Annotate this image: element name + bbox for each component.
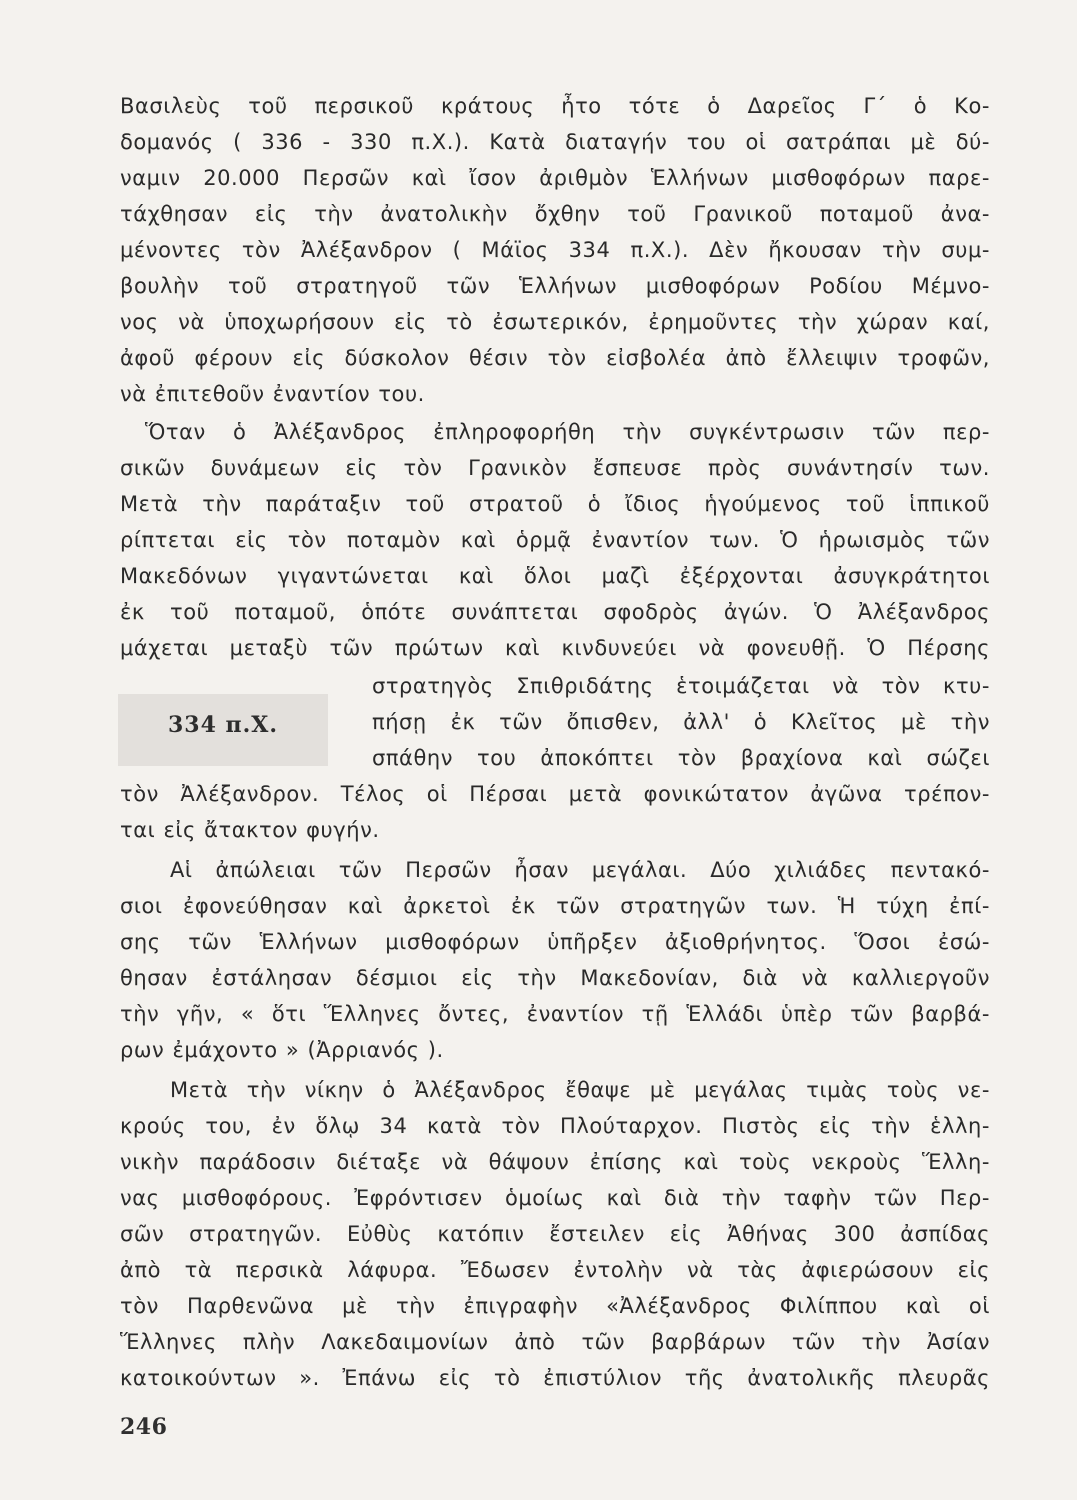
text-line: Ἕλληνες πλὴν Λακεδαιμονίων ἀπὸ τῶν βαρβάρων τῶν τὴν Ἀσίαν xyxy=(120,1330,990,1354)
text-line: σικῶν δυνάμεων εἰς τὸν Γρανικὸν ἔσπευσε πρὸς συνάντησίν των. xyxy=(120,456,990,480)
text-line: σης τῶν Ἑλλήνων μισθοφόρων ὑπῆρξεν ἀξιοθρήνητος. Ὅσοι ἐσώ- xyxy=(120,930,990,954)
text-line: τὸν Ἀλέξανδρον. Τέλος οἱ Πέρσαι μετὰ φονικώτατον ἀγῶνα τρέπον- xyxy=(120,782,990,806)
text-line: σπάθην του ἀποκόπτει τὸν βραχίονα καὶ σώζει xyxy=(372,746,990,770)
text-line: βουλὴν τοῦ στρατηγοῦ τῶν Ἑλλήνων μισθοφόρων Ροδίου Μέμνο- xyxy=(120,274,990,298)
text-line: θησαν ἐστάλησαν δέσμιοι εἰς τὴν Μακεδονίαν, διὰ νὰ καλλιεργοῦν xyxy=(120,966,990,990)
text-line: σιοι ἐφονεύθησαν καὶ ἀρκετοὶ ἐκ τῶν στρατηγῶν των. Ἡ τύχη ἐπί- xyxy=(120,894,990,918)
text-line: ται εἰς ἄτακτον φυγήν. xyxy=(120,818,380,842)
text-line: ρων ἐμάχοντο » (Ἀρριανός ). xyxy=(120,1038,444,1062)
text-line: νος νὰ ὑποχωρήσουν εἰς τὸ ἐσωτερικόν, ἐρημοῦντες τὴν χώραν καί, xyxy=(120,310,990,334)
text-line: νικὴν παράδοσιν διέταξε νὰ θάψουν ἐπίσης καὶ τοὺς νεκροὺς Ἕλλη- xyxy=(120,1150,990,1174)
text-line: μένοντες τὸν Ἀλέξανδρον ( Μάϊος 334 π.Χ.). Δὲν ἤκουσαν τὴν συμ- xyxy=(120,238,990,262)
text-line: νὰ ἐπιτεθοῦν ἐναντίον του. xyxy=(120,382,425,406)
text-line: στρατηγὸς Σπιθριδάτης ἑτοιμάζεται νὰ τὸν κτυ- xyxy=(372,674,990,698)
text-line: ρίπτεται εἰς τὸν ποταμὸν καὶ ὁρμᾷ ἐναντίον των. Ὁ ἡρωισμὸς τῶν xyxy=(120,528,990,552)
paragraph-start-line: Αἱ ἀπώλειαι τῶν Περσῶν ἦσαν μεγάλαι. Δύο χιλιάδες πεντακό- xyxy=(170,858,990,882)
margin-date-label: 334 π.Χ. xyxy=(167,712,279,738)
text-line: τὴν γῆν, « ὅτι Ἕλληνες ὄντες, ἐναντίον τῇ Ἑλλάδι ὑπὲρ τῶν βαρβά- xyxy=(120,1002,990,1026)
text-line: ἀπὸ τὰ περσικὰ λάφυρα. Ἔδωσεν ἐντολὴν νὰ τὰς ἀφιερώσουν εἰς xyxy=(120,1258,990,1282)
text-line: σῶν στρατηγῶν. Εὐθὺς κατόπιν ἔστειλεν εἰς Ἀθήνας 300 ἀσπίδας xyxy=(120,1222,990,1246)
text-line: μάχεται μεταξὺ τῶν πρώτων καὶ κινδυνεύει νὰ φονευθῇ. Ὁ Πέρσης xyxy=(120,636,990,660)
text-line: κατοικούντων ». Ἐπάνω εἰς τὸ ἐπιστύλιον τῆς ἀνατολικῆς πλευρᾶς xyxy=(120,1366,990,1390)
text-line: τὸν Παρθενῶνα μὲ τὴν ἐπιγραφὴν «Ἀλέξανδρος Φιλίππου καὶ οἱ xyxy=(120,1294,990,1318)
text-line: κρούς του, ἐν ὅλῳ 34 κατὰ τὸν Πλούταρχον. Πιστὸς εἰς τὴν ἑλλη- xyxy=(120,1114,990,1138)
paragraph-start-line: Ὅταν ὁ Ἀλέξανδρος ἐπληροφορήθη τὴν συγκέντρωσιν τῶν περ- xyxy=(145,420,990,444)
text-line: Μετὰ τὴν παράταξιν τοῦ στρατοῦ ὁ ἴδιος ἡγούμενος τοῦ ἱππικοῦ xyxy=(120,492,990,516)
text-line: νας μισθοφόρους. Ἐφρόντισεν ὁμοίως καὶ διὰ τὴν ταφὴν τῶν Περ- xyxy=(120,1186,990,1210)
paragraph-start-line: Μετὰ τὴν νίκην ὁ Ἀλέξανδρος ἔθαψε μὲ μεγάλας τιμὰς τοὺς νε- xyxy=(170,1078,990,1102)
text-line: Μακεδόνων γιγαντώνεται καὶ ὅλοι μαζὶ ἐξέρχονται ἀσυγκράτητοι xyxy=(120,564,990,588)
text-line: ἀφοῦ φέρουν εἰς δύσκολον θέσιν τὸν εἰσβολέα ἀπὸ ἔλλειψιν τροφῶν, xyxy=(120,346,990,370)
text-line: πήσῃ ἐκ τῶν ὄπισθεν, ἀλλ' ὁ Κλεῖτος μὲ τὴν xyxy=(372,710,990,734)
text-line: δομανός ( 336 - 330 π.Χ.). Κατὰ διαταγήν του οἱ σατράπαι μὲ δύ- xyxy=(120,130,990,154)
text-line: ναμιν 20.000 Περσῶν καὶ ἴσον ἀριθμὸν Ἑλλήνων μισθοφόρων παρε- xyxy=(120,166,990,190)
text-line: ἐκ τοῦ ποταμοῦ, ὁπότε συνάπτεται σφοδρὸς ἀγών. Ὁ Ἀλέξανδρος xyxy=(120,600,990,624)
text-line: Βασιλεὺς τοῦ περσικοῦ κράτους ἦτο τότε ὁ Δαρεῖος Γ΄ ὁ Κο- xyxy=(120,94,990,118)
page-number: 246 xyxy=(120,1414,168,1440)
margin-date-box xyxy=(118,694,328,766)
text-line: τάχθησαν εἰς τὴν ἀνατολικὴν ὄχθην τοῦ Γρανικοῦ ποταμοῦ ἀνα- xyxy=(120,202,990,226)
